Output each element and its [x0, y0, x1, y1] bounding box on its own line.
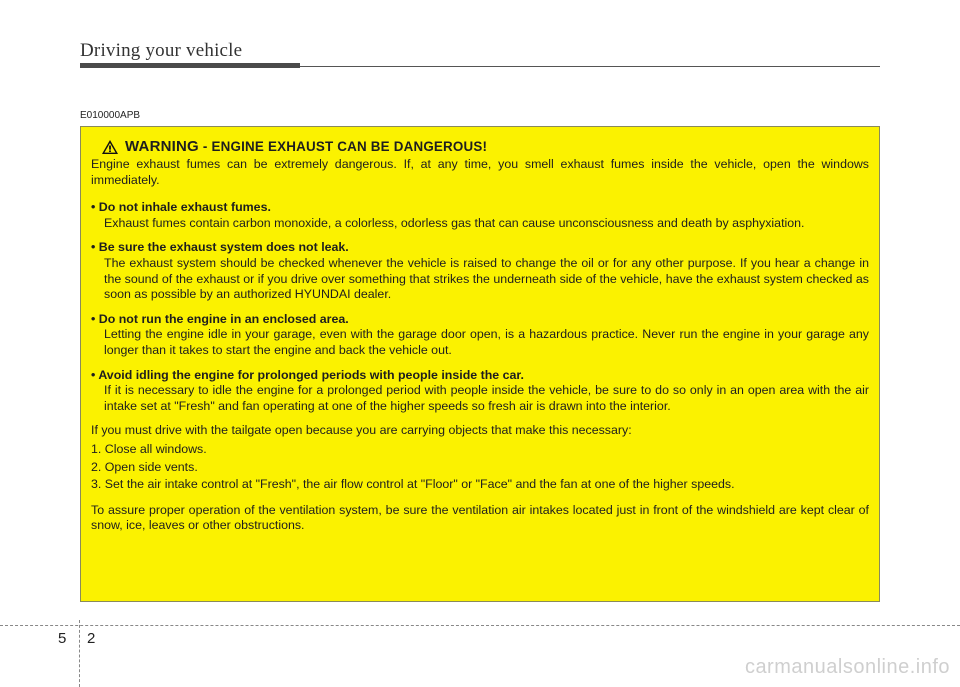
warning-item-heading: • Be sure the exhaust system does not leak.: [91, 240, 349, 255]
chapter-number: 5: [58, 630, 67, 647]
warning-subtitle: - ENGINE EXHAUST CAN BE DANGEROUS!: [202, 139, 488, 155]
warning-title: [101, 139, 869, 155]
footer-divider: [79, 620, 80, 687]
warning-item-body: Letting the engine idle in your garage, even with the garage door open, is a hazardous practice. Never run the engine in your garage any longer than it takes to start the engine and back the vehicle out.: [104, 327, 869, 357]
step-item: 1. Close all windows.: [91, 441, 207, 456]
closing-paragraph: To assure proper operation of the ventilation system, be sure the ventilation air intakes located just in front of the windshield are kept clear of snow, ice, leaves or other obstructions.: [91, 502, 869, 533]
watermark: carmanualsonline.info: [744, 656, 950, 678]
warning-box: [80, 126, 880, 602]
warning-item: [91, 312, 869, 359]
warning-item-heading: • Do not inhale exhaust fumes.: [91, 200, 271, 215]
tailgate-note: If you must drive with the tailgate open because you are carrying objects that make this necessary:: [91, 423, 632, 438]
header-rule: [300, 66, 880, 67]
step-item: 3. Set the air intake control at "Fresh", the air flow control at "Floor" or "Face" and the fan at one of the higher speeds.: [91, 477, 735, 492]
warning-item: [91, 368, 869, 415]
footer-rule: [0, 625, 960, 626]
page-header-title: Driving your vehicle: [80, 40, 243, 61]
warning-item-body: If it is necessary to idle the engine for a prolonged period with people inside the vehicle, be sure to do so only in an open area with the air intake set at "Fresh" and fan operating at one of the higher speeds so fresh air is drawn into the interior.: [104, 383, 869, 413]
warning-label: WARNING: [125, 138, 199, 156]
warning-item-body: The exhaust system should be checked whenever the vehicle is raised to change the oil or for any other purpose. If you hear a change in the sound of the exhaust or if you drive over something that strikes the underneath side of the vehicle, have the exhaust system checked as soon as possible by an authorized HYUNDAI dealer.: [104, 255, 869, 302]
warning-item-body: Exhaust fumes contain carbon monoxide, a colorless, odorless gas that can cause unconsciousness and death by asphyxiation.: [104, 215, 805, 230]
warning-intro: Engine exhaust fumes can be extremely dangerous. If, at any time, you smell exhaust fumes inside the vehicle, open the windows immediately.: [91, 157, 869, 187]
warning-item-heading: • Avoid idling the engine for prolonged periods with people inside the car.: [91, 367, 524, 382]
warning-item: [91, 200, 869, 231]
header-bar: [80, 63, 300, 68]
document-code: E010000APB: [80, 110, 141, 121]
warning-item-heading: • Do not run the engine in an enclosed area.: [91, 311, 349, 326]
step-item: 2. Open side vents.: [91, 459, 198, 474]
warning-item: [91, 240, 869, 302]
page-number: 2: [87, 630, 96, 647]
warning-triangle-icon: [101, 139, 119, 155]
